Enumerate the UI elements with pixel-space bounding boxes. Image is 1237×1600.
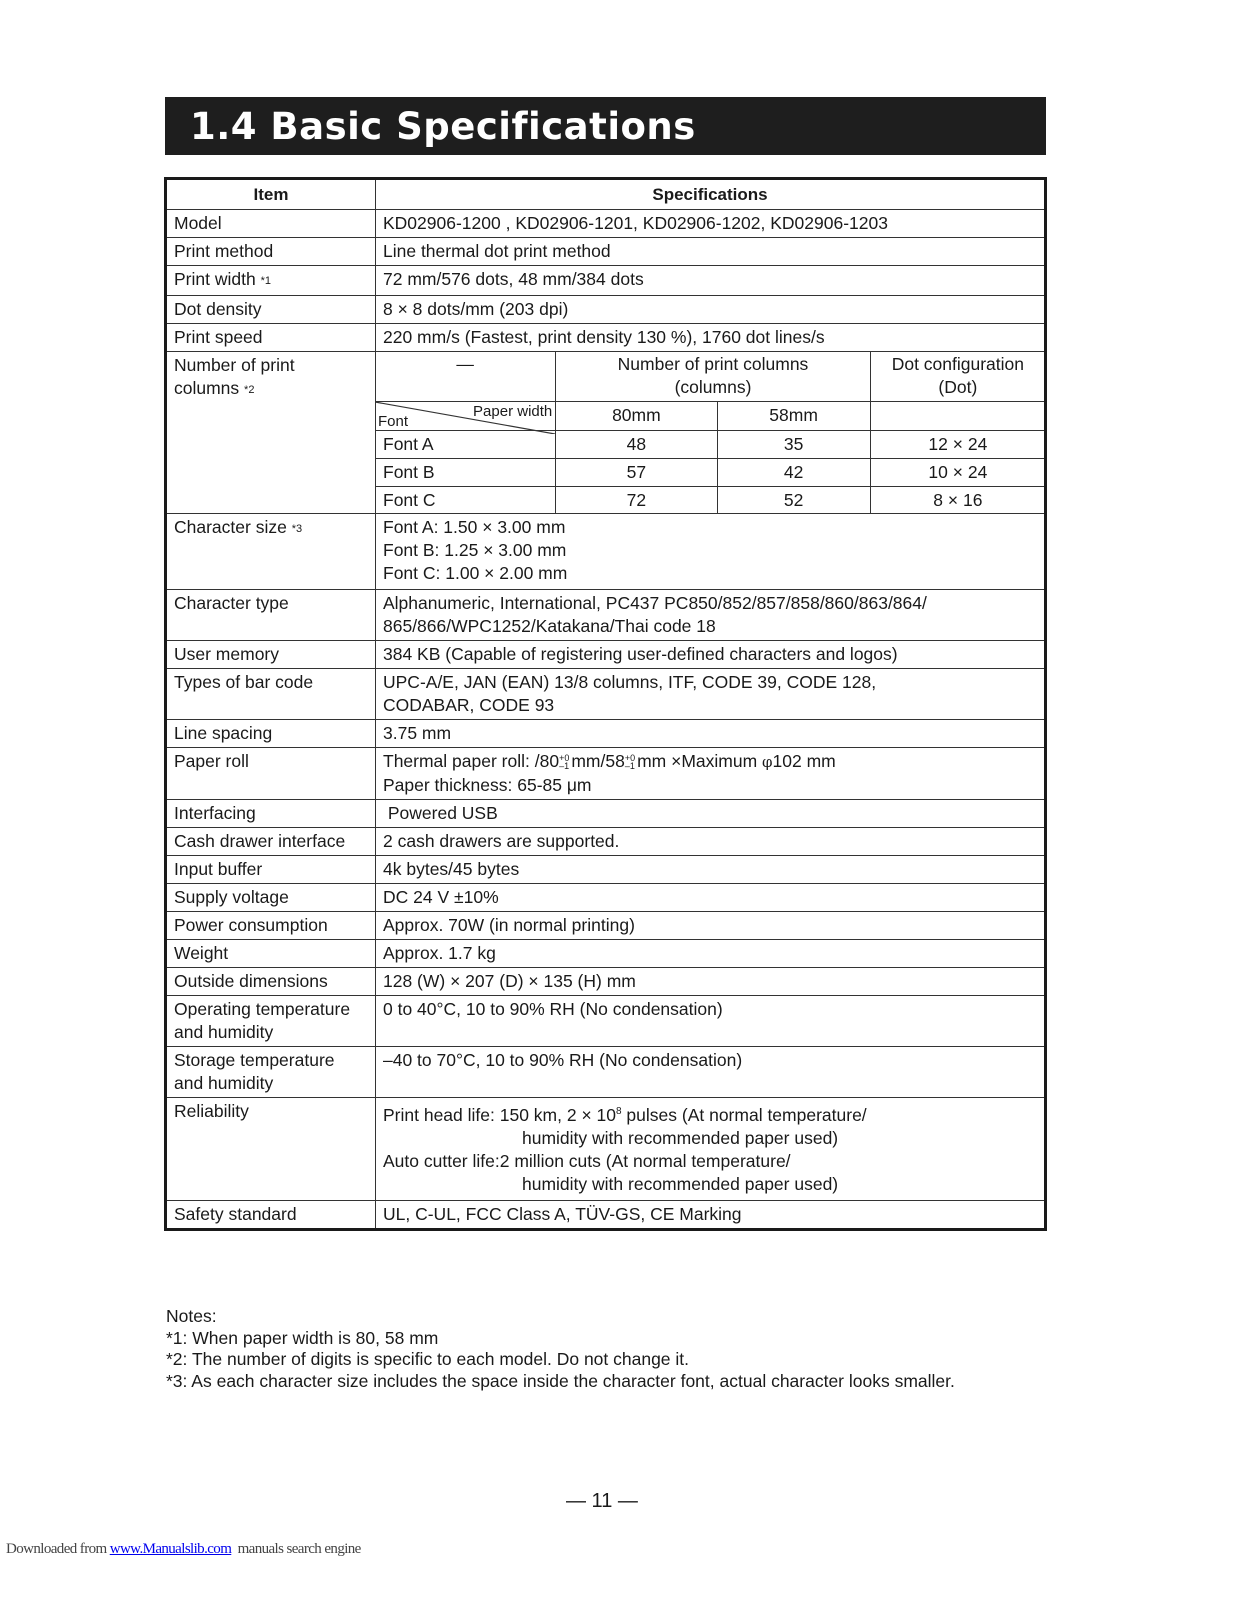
notes-heading: Notes:: [166, 1306, 217, 1326]
header-item: Item: [166, 179, 376, 210]
subtable-header-empty: [870, 402, 1045, 431]
table-row: [166, 720, 1046, 748]
table-row: [166, 669, 1046, 720]
footnote-ref: *2: [244, 384, 255, 396]
row-value: Thermal paper roll: /80+0 –1 mm/58+0 –1 mm ×Maximum φ102 mm Paper thickness: 65-85 μm: [376, 748, 1046, 800]
row-label: Cash drawer interface: [166, 828, 376, 856]
row-value: 128 (W) × 207 (D) × 135 (H) mm: [376, 968, 1046, 996]
row-label: Types of bar code: [166, 669, 376, 720]
note-item: *2: The number of digits is specific to each model. Do not change it.: [166, 1349, 690, 1369]
row-label: Operating temperature and humidity: [166, 996, 376, 1047]
section-title-bar: [165, 97, 1046, 155]
row-label: Print width *1: [166, 266, 376, 296]
row-label: User memory: [166, 641, 376, 669]
diagonal-header-cell: Paper width Font: [375, 402, 556, 431]
tolerance: +0 –1: [624, 753, 636, 772]
table-row: [166, 856, 1046, 884]
table-row: [166, 884, 1046, 912]
table-row: [166, 828, 1046, 856]
row-value: 8 × 8 dots/mm (203 dpi): [376, 296, 1046, 324]
row-label: Safety standard: [166, 1200, 376, 1229]
row-value: Font A: 1.50 × 3.00 mm Font B: 1.25 × 3.00 mm Font C: 1.00 × 2.00 mm: [376, 514, 1046, 590]
section-title: 1.4 Basic Specifications: [190, 105, 696, 148]
row-label: Supply voltage: [166, 884, 376, 912]
download-footer: Downloaded from www.Manualslib.com manuals search engine: [6, 1541, 361, 1557]
notes-section: [166, 1306, 1046, 1392]
row-label: Outside dimensions: [166, 968, 376, 996]
table-row: [166, 800, 1046, 828]
subtable-row: Font A 48 35 12 × 24: [375, 431, 1045, 459]
row-value: 4k bytes/45 bytes: [376, 856, 1046, 884]
subtable-header-dot: Dot configuration (Dot): [870, 351, 1045, 402]
table-row: [166, 210, 1046, 238]
row-value: Approx. 1.7 kg: [376, 940, 1046, 968]
subtable-header-58mm: 58mm: [717, 402, 870, 431]
subtable-row: Font B 57 42 10 × 24: [375, 459, 1045, 487]
subtable-row: Font C 72 52 8 × 16: [375, 487, 1045, 515]
row-value: 0 to 40°C, 10 to 90% RH (No condensation): [376, 996, 1046, 1047]
row-value: Approx. 70W (in normal printing): [376, 912, 1046, 940]
note-item: *1: When paper width is 80, 58 mm: [166, 1327, 439, 1348]
tolerance: +0 –1: [559, 753, 570, 772]
row-label: Print speed: [166, 324, 376, 352]
row-value: UPC-A/E, JAN (EAN) 13/8 columns, ITF, CODE 39, CODE 128, CODABAR, CODE 93: [376, 669, 1046, 720]
table-row: [166, 514, 1046, 590]
header-specifications: Specifications: [376, 179, 1046, 210]
row-label: Print method: [166, 238, 376, 266]
row-label: Paper roll: [166, 748, 376, 800]
row-label: Storage temperature and humidity: [166, 1047, 376, 1098]
subtable-header-80mm: 80mm: [556, 402, 717, 431]
table-row: [166, 996, 1046, 1047]
row-label: Weight: [166, 940, 376, 968]
table-row: [166, 1098, 1046, 1201]
footnote-ref: *1: [260, 275, 271, 287]
row-value: Powered USB: [376, 800, 1046, 828]
row-label: Line spacing: [166, 720, 376, 748]
table-header: [166, 179, 1046, 210]
row-label: Character size *3: [166, 514, 376, 590]
row-label: Interfacing: [166, 800, 376, 828]
manualslib-link[interactable]: www.Manualslib.com: [109, 1541, 232, 1557]
specifications-table: [164, 177, 1047, 1231]
row-value: 220 mm/s (Fastest, print density 130 %), 1760 dot lines/s: [376, 324, 1046, 352]
table-row: [166, 940, 1046, 968]
row-label: Power consumption: [166, 912, 376, 940]
table-row: [166, 748, 1046, 800]
table-row: [166, 590, 1046, 641]
table-row: [166, 352, 1046, 514]
subtable-header-columns: Number of print columns (columns): [556, 351, 870, 402]
table-row: [166, 1200, 1046, 1229]
row-value: Print head life: 150 km, $2 \times 10^8$ pulses (At normal temperature/ humidity with recommended paper used) Auto cutter life:2 million cuts (At normal temperature/ humidity with recommended paper used): [376, 1098, 1046, 1201]
footnote-ref: *3: [291, 523, 303, 535]
table-row: [166, 238, 1046, 266]
row-label: Dot density: [166, 296, 376, 324]
row-value: –40 to 70°C, 10 to 90% RH (No condensation): [376, 1047, 1046, 1098]
row-value: 3.75 mm: [376, 720, 1046, 748]
row-label: Reliability: [166, 1098, 376, 1201]
row-value: 72 mm/576 dots, 48 mm/384 dots: [376, 266, 1046, 296]
row-value: Alphanumeric, International, PC437 PC850/852/857/858/860/863/864/ 865/866/WPC1252/Katakana/Thai code 18: [376, 590, 1046, 641]
row-value: KD02906-1200 , KD02906-1201, KD02906-1202, KD02906-1203: [376, 210, 1046, 238]
row-value: DC 24 V ±10%: [376, 884, 1046, 912]
subtable-dash: —: [375, 351, 556, 402]
table-row: [166, 912, 1046, 940]
row-label: Number of print columns *2: [166, 352, 376, 514]
row-value: Line thermal dot print method: [376, 238, 1046, 266]
note-item: *3: As each character size includes the space inside the character font, actual character looks smaller.: [166, 1370, 955, 1391]
row-value: UL, C-UL, FCC Class A, TÜV-GS, CE Marking: [376, 1200, 1046, 1229]
table-row: [166, 641, 1046, 669]
table-row: [166, 1047, 1046, 1098]
diameter-symbol: φ: [762, 753, 773, 771]
row-label: Character type: [166, 590, 376, 641]
page-number: — 11 —: [566, 1490, 638, 1512]
table-row: [166, 324, 1046, 352]
print-columns-subtable: [375, 351, 1045, 514]
table-row: [166, 296, 1046, 324]
table-row: [166, 266, 1046, 296]
row-label: Input buffer: [166, 856, 376, 884]
table-row: [166, 968, 1046, 996]
row-value: 2 cash drawers are supported.: [376, 828, 1046, 856]
row-value: 384 KB (Capable of registering user-defined characters and logos): [376, 641, 1046, 669]
print-columns-subtable-cell: [376, 352, 1046, 514]
row-label: Model: [166, 210, 376, 238]
